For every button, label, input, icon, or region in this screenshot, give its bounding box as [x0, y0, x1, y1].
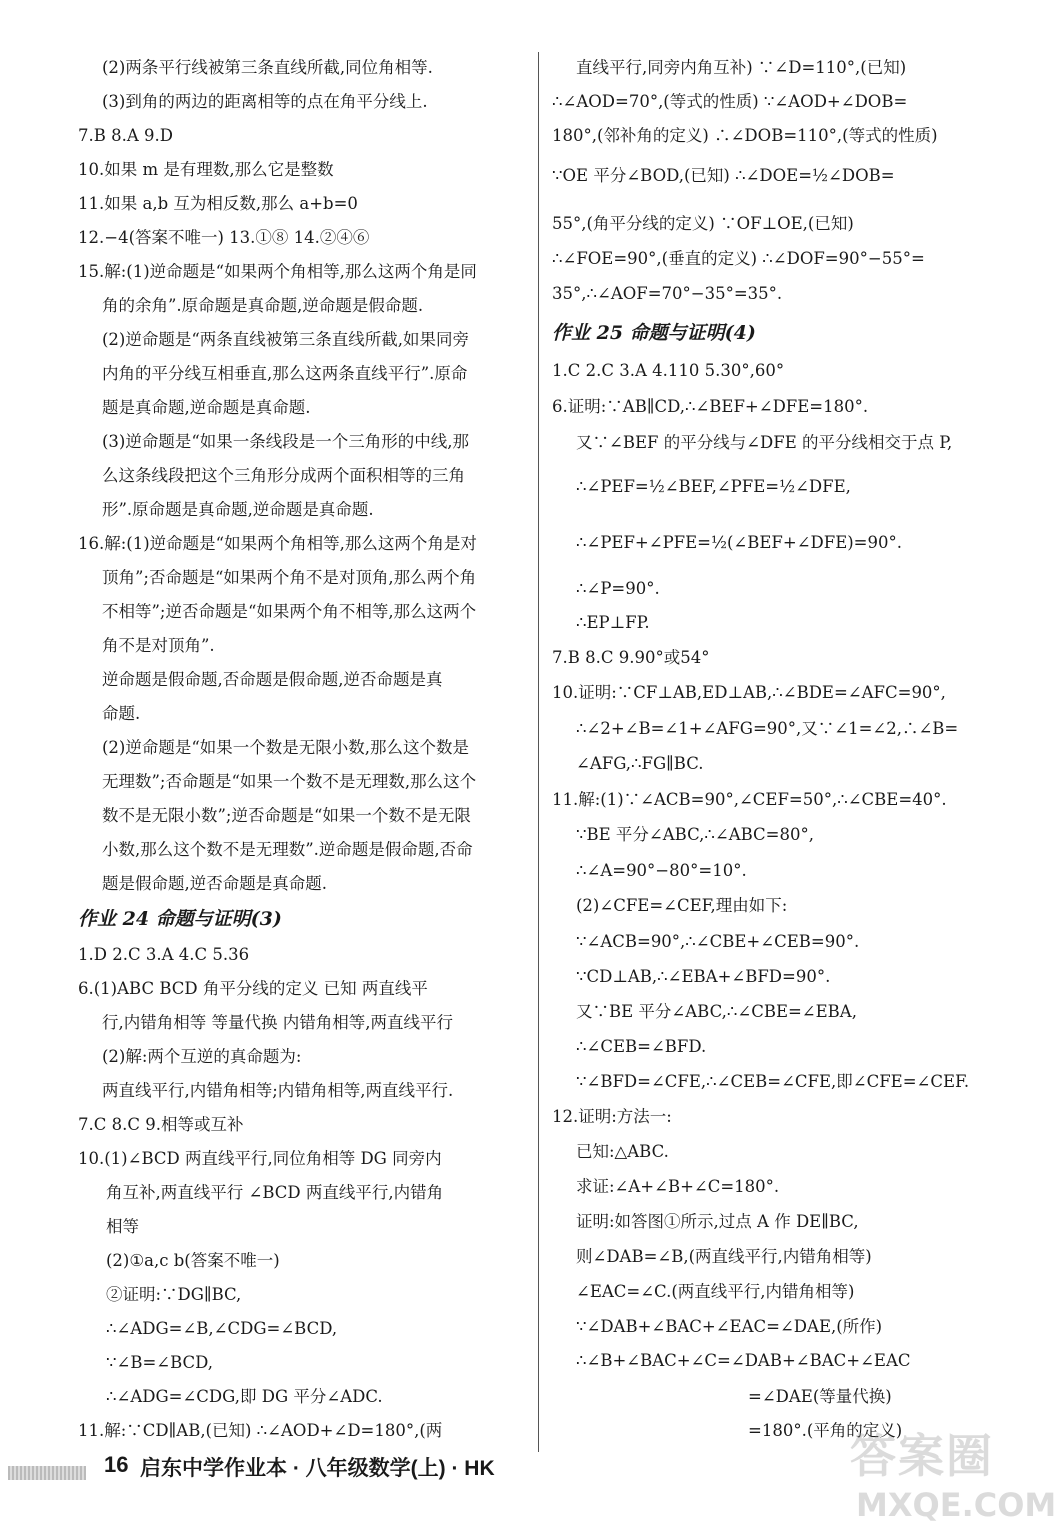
- page-number: 16: [104, 1452, 129, 1477]
- text-line: 15.解:(1)逆命题是“如果两个角相等,那么这两个角是同: [78, 262, 477, 281]
- text-line: 题是真命题,逆命题是真命题.: [102, 398, 311, 417]
- text-line: 行,内错角相等 等量代换 内错角相等,两直线平行: [102, 1013, 453, 1032]
- text-line: 11.解:(1)∵∠ACB=90°,∠CEF=50°,∴∠CBE=40°.: [552, 790, 947, 809]
- text-line: 形”.原命题是真命题,逆命题是真命题.: [102, 500, 374, 519]
- text-line: (2)逆命题是“两条直线被第三条直线所截,如果同旁: [102, 330, 470, 349]
- text-line: ∴EP⊥FP.: [576, 613, 650, 632]
- text-line: 11.如果 a,b 互为相反数,那么 a+b=0: [78, 194, 358, 213]
- text-line: 7.C 8.C 9.相等或互补: [78, 1115, 244, 1134]
- text-line: ∴∠FOE=90°,(垂直的定义) ∴∠DOF=90°−55°=: [552, 249, 925, 268]
- text-line: ②证明:∵DG∥BC,: [106, 1285, 242, 1304]
- text-line: ∴∠P=90°.: [576, 579, 660, 598]
- text-line: 求证:∠A+∠B+∠C=180°.: [576, 1177, 780, 1196]
- text-line: 180°,(邻补角的定义) ∴∠DOB=110°,(等式的性质): [552, 126, 938, 145]
- text-line: 16.解:(1)逆命题是“如果两个角相等,那么这两个角是对: [78, 534, 477, 553]
- text-line: ∵BE 平分∠ABC,∴∠ABC=80°,: [576, 825, 814, 844]
- text-line: 两直线平行,内错角相等;内错角相等,两直线平行.: [102, 1081, 454, 1100]
- text-line: ∠EAC=∠C.(两直线平行,内错角相等): [576, 1282, 855, 1301]
- text-line: ∠AFG,∴FG∥BC.: [576, 754, 704, 773]
- text-line: 7.B 8.A 9.D: [78, 126, 173, 145]
- text-line: (2)∠CFE=∠CEF,理由如下:: [576, 896, 788, 915]
- text-line: 7.B 8.C 9.90°或54°: [552, 648, 710, 667]
- text-line: 证明:如答图①所示,过点 A 作 DE∥BC,: [576, 1212, 859, 1231]
- text-line: 么这条线段把这个三角形分成两个面积相等的三角: [102, 466, 465, 485]
- text-line: 角不是对顶角”.: [102, 636, 215, 655]
- text-line: 12.证明:方法一:: [552, 1107, 672, 1126]
- text-line: ∵∠BFD=∠CFE,∴∠CEB=∠CFE,即∠CFE=∠CEF.: [576, 1072, 970, 1091]
- text-line: 又∵∠BEF 的平分线与∠DFE 的平分线相交于点 P,: [576, 433, 953, 452]
- text-line: 1.C 2.C 3.A 4.110 5.30°,60°: [552, 361, 785, 380]
- text-line: 题是假命题,逆否命题是真命题.: [102, 874, 327, 893]
- column-divider: [538, 52, 539, 1452]
- text-line: ∴∠PEF=½∠BEF,∠PFE=½∠DFE,: [576, 477, 851, 496]
- text-line: 顶角”;否命题是“如果两个角不是对顶角,那么两个角: [102, 568, 477, 587]
- text-line: 10.(1)∠BCD 两直线平行,同位角相等 DG 同旁内: [78, 1149, 442, 1168]
- watermark-logo: [850, 1420, 1056, 1530]
- text-line: 10.证明:∵CF⊥AB,ED⊥AB,∴∠BDE=∠AFC=90°,: [552, 683, 946, 702]
- text-line: 命题.: [102, 704, 141, 723]
- text-line: 不相等”;逆否命题是“如果两个角不相等,那么这两个: [102, 602, 477, 621]
- text-line: ∴∠PEF+∠PFE=½(∠BEF+∠DFE)=90°.: [576, 533, 902, 552]
- text-line: (3)逆命题是“如果一条线段是一个三角形的中线,那: [102, 432, 470, 451]
- text-line: ∴∠CEB=∠BFD.: [576, 1037, 707, 1056]
- text-line: 则∠DAB=∠B,(两直线平行,内错角相等): [576, 1247, 872, 1266]
- text-line: ∴∠A=90°−80°=10°.: [576, 861, 747, 880]
- text-line: ∴∠2+∠B=∠1+∠AFG=90°,又∵∠1=∠2,∴∠B=: [576, 719, 959, 738]
- text-line: (2)①a,c b(答案不唯一): [106, 1251, 280, 1270]
- text-line: 12.−4(答案不唯一) 13.①⑧ 14.②④⑥: [78, 228, 370, 247]
- text-line: ∵∠DAB+∠BAC+∠EAC=∠DAE,(所作): [576, 1317, 883, 1336]
- text-line: (2)解:两个互逆的真命题为:: [102, 1047, 302, 1066]
- section-heading-24: 作业 24 命题与证明(3): [78, 908, 282, 930]
- footer-decoration: [8, 1466, 86, 1480]
- section-heading-25: 作业 25 命题与证明(4): [552, 322, 756, 344]
- text-line: 角互补,两直线平行 ∠BCD 两直线平行,内错角: [106, 1183, 444, 1202]
- text-line: 10.如果 m 是有理数,那么它是整数: [78, 160, 334, 179]
- text-line: =180°.(平角的定义): [748, 1421, 903, 1440]
- text-line: ∵∠B=∠BCD,: [106, 1353, 214, 1372]
- text-line: 角的余角”.原命题是真命题,逆命题是假命题.: [102, 296, 424, 315]
- text-line: 11.解:∵CD∥AB,(已知) ∴∠AOD+∠D=180°,(两: [78, 1421, 443, 1440]
- watermark-url: MXQE.COM: [856, 1486, 1056, 1524]
- text-line: 数不是无限小数”;逆否命题是“如果一个数不是无限: [102, 806, 471, 825]
- text-line: ∵OE 平分∠BOD,(已知) ∴∠DOE=½∠DOB=: [552, 166, 895, 185]
- text-line: 逆命题是假命题,否命题是假命题,逆否命题是真: [102, 670, 443, 689]
- text-line: 相等: [106, 1217, 139, 1236]
- text-line: 6.证明:∵AB∥CD,∴∠BEF+∠DFE=180°.: [552, 397, 869, 416]
- text-line: 6.(1)ABC BCD 角平分线的定义 已知 两直线平: [78, 979, 428, 998]
- text-line: 35°,∴∠AOF=70°−35°=35°.: [552, 284, 783, 303]
- text-line: 直线平行,同旁内角互补) ∵∠D=110°,(已知): [576, 58, 907, 77]
- text-line: 内角的平分线互相垂直,那么这两条直线平行”.原命: [102, 364, 468, 383]
- text-line: ∴∠ADG=∠B,∠CDG=∠BCD,: [106, 1319, 338, 1338]
- text-line: =∠DAE(等量代换): [748, 1387, 892, 1406]
- text-line: 1.D 2.C 3.A 4.C 5.36: [78, 945, 250, 964]
- text-line: 无理数”;否命题是“如果一个数不是无理数,那么这个: [102, 772, 477, 791]
- text-line: ∴∠ADG=∠CDG,即 DG 平分∠ADC.: [106, 1387, 383, 1406]
- text-line: 小数,那么这个数不是无理数”.逆命题是假命题,否命: [102, 840, 473, 859]
- text-line: ∴∠AOD=70°,(等式的性质) ∵∠AOD+∠DOB=: [552, 92, 908, 111]
- text-line: ∵∠ACB=90°,∴∠CBE+∠CEB=90°.: [576, 932, 860, 951]
- text-line: 55°,(角平分线的定义) ∵OF⊥OE,(已知): [552, 214, 854, 233]
- text-line: ∴∠B+∠BAC+∠C=∠DAB+∠BAC+∠EAC: [576, 1351, 911, 1370]
- text-line: ∵CD⊥AB,∴∠EBA+∠BFD=90°.: [576, 967, 831, 986]
- watermark-text: 答案圈: [850, 1429, 994, 1483]
- text-line: 已知:△ABC.: [576, 1142, 669, 1161]
- text-line: (2)两条平行线被第三条直线所截,同位角相等.: [102, 58, 433, 77]
- text-line: 又∵BE 平分∠ABC,∴∠CBE=∠EBA,: [576, 1002, 857, 1021]
- text-line: (2)逆命题是“如果一个数是无限小数,那么这个数是: [102, 738, 470, 757]
- text-line: (3)到角的两边的距离相等的点在角平分线上.: [102, 92, 428, 111]
- book-title: 启东中学作业本 · 八年级数学(上) · HK: [140, 1457, 495, 1480]
